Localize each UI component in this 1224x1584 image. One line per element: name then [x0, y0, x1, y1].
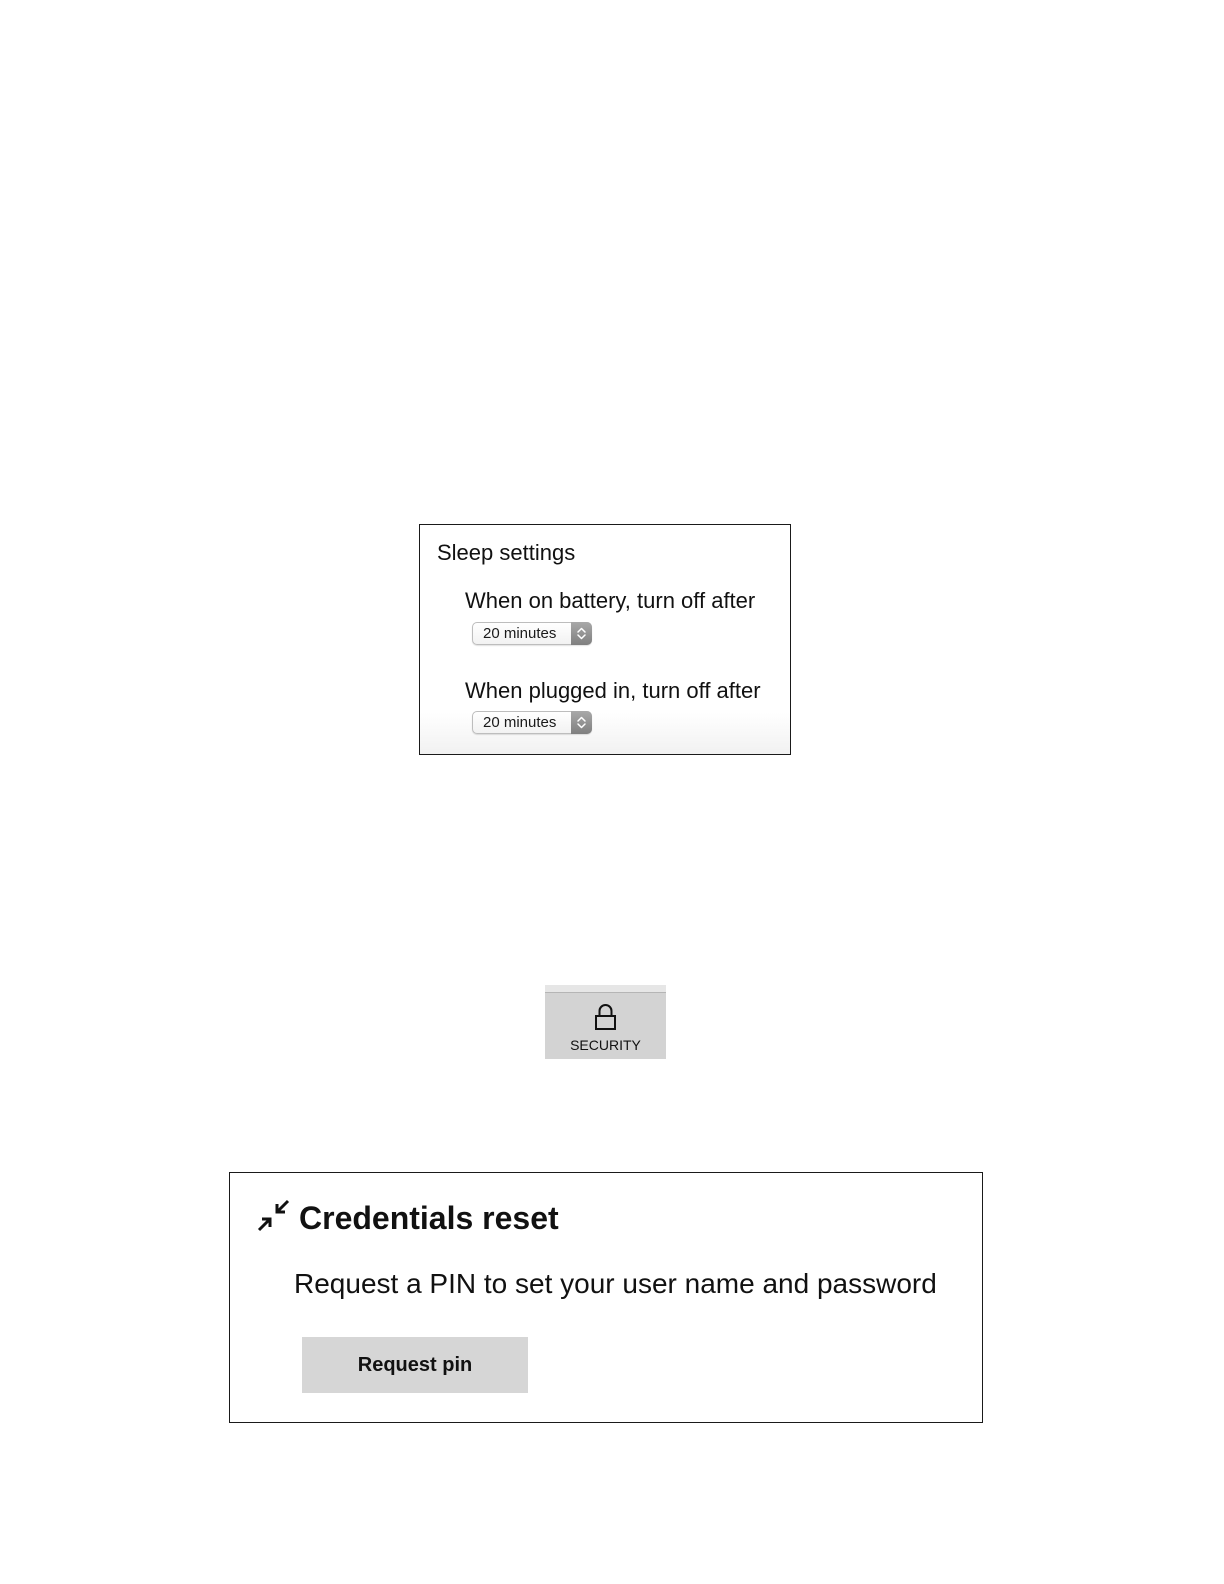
plugged-timeout-stepper[interactable]: [571, 711, 592, 734]
credentials-reset-title: Credentials reset: [299, 1200, 559, 1236]
plugged-timeout-select[interactable]: [472, 711, 592, 734]
battery-timeout-select[interactable]: [472, 622, 592, 645]
plugged-timeout-value: 20 minutes: [483, 714, 557, 731]
lock-icon: [594, 1002, 617, 1032]
credentials-reset-card: [229, 1172, 983, 1423]
request-pin-button[interactable]: Request pin: [302, 1337, 528, 1393]
sleep-settings-panel: [419, 524, 791, 755]
up-down-chevrons-icon: [576, 715, 587, 730]
battery-timeout-label: When on battery, turn off after: [465, 588, 756, 613]
security-tile[interactable]: [545, 985, 666, 1059]
security-label: SECURITY: [570, 1037, 641, 1053]
plugged-timeout-label: When plugged in, turn off after: [465, 678, 761, 703]
sleep-settings-title: Sleep settings: [437, 540, 576, 565]
tile-divider: [545, 992, 666, 993]
credentials-reset-description: Request a PIN to set your user name and password: [294, 1268, 937, 1299]
battery-timeout-stepper[interactable]: [571, 622, 592, 645]
collapse-arrows-icon[interactable]: [256, 1199, 292, 1233]
up-down-chevrons-icon: [576, 626, 587, 641]
battery-timeout-value: 20 minutes: [483, 625, 557, 642]
